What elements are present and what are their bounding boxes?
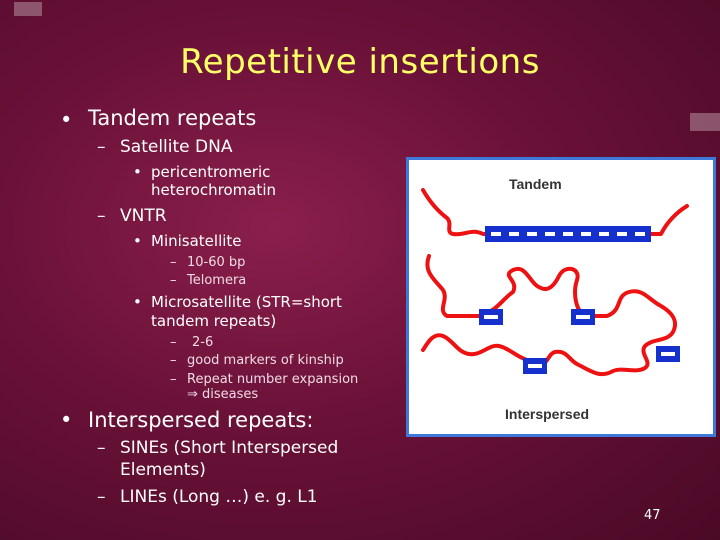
bullet-microsatellite: Microsatellite (STR=short	[151, 293, 342, 311]
bullet-marker: •	[133, 163, 142, 181]
dash-marker: –	[97, 137, 106, 157]
dash-marker: –	[170, 372, 177, 387]
repeat-diagram-svg	[409, 160, 713, 434]
corner-decoration	[14, 2, 42, 16]
bullet-minisatellite: Minisatellite	[151, 232, 242, 250]
dash-marker: –	[170, 255, 177, 270]
bullet-pericentromeric: pericentromeric	[151, 163, 271, 181]
bullet-tandem-repeats: Tandem repeats	[88, 106, 257, 130]
bullet-sines-elements: Elements)	[120, 460, 206, 480]
dash-marker: –	[170, 335, 177, 350]
tandem-repeat-array	[485, 226, 651, 242]
bullet-marker: •	[133, 232, 142, 250]
corner-decoration	[690, 113, 720, 131]
bullet-repeat-expansion: Repeat number expansion	[187, 372, 359, 387]
dash-marker: –	[170, 273, 177, 288]
bullet-interspersed-repeats: Interspersed repeats:	[88, 408, 314, 432]
bullet-marker: •	[60, 408, 73, 432]
tandem-label: Tandem	[509, 176, 562, 192]
interspersed-repeat	[523, 358, 547, 374]
interspersed-repeat	[656, 346, 680, 362]
interspersed-dna-strand	[423, 256, 675, 374]
interspersed-repeat	[571, 309, 595, 325]
dash-marker: –	[170, 353, 177, 368]
bullet-10-60-bp: 10-60 bp	[187, 255, 246, 270]
bullet-lines: LINEs (Long …) e. g. L1	[120, 487, 318, 507]
bullet-satellite-dna: Satellite DNA	[120, 137, 233, 157]
dash-marker: –	[97, 206, 106, 226]
bullet-sines: SINEs (Short Interspersed	[120, 438, 339, 458]
bullet-kinship: good markers of kinship	[187, 353, 344, 368]
bullet-marker: •	[133, 293, 142, 311]
bullet-marker: •	[60, 108, 73, 132]
dash-marker: –	[97, 487, 106, 507]
bullet-diseases: ⇒ diseases	[187, 387, 259, 402]
bullet-2-6: 2-6	[192, 335, 214, 350]
interspersed-repeat	[479, 309, 503, 325]
bullet-telomera: Telomera	[187, 273, 247, 288]
bullet-heterochromatin: heterochromatin	[151, 181, 276, 199]
page-number: 47	[644, 508, 661, 523]
interspersed-label: Interspersed	[505, 406, 590, 422]
dash-marker: –	[97, 438, 106, 458]
slide-title: Repetitive insertions	[180, 42, 540, 82]
bullet-vntr: VNTR	[120, 206, 167, 226]
repeat-diagram	[406, 157, 716, 437]
bullet-tandem-repeats-str: tandem repeats)	[151, 312, 277, 330]
